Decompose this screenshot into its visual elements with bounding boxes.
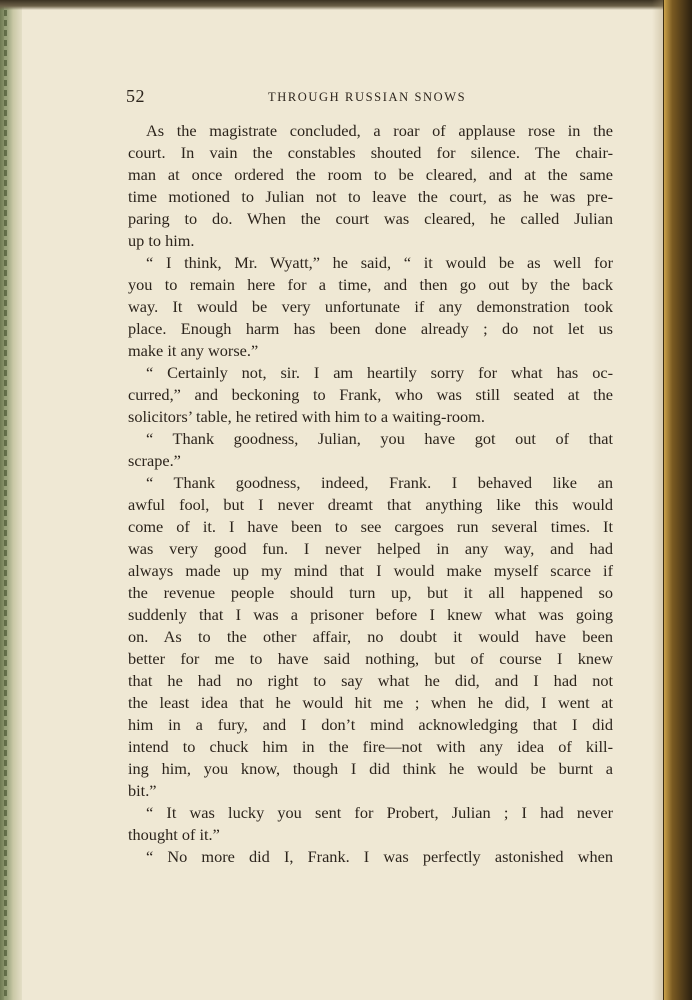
text-line: thought of it.”	[128, 825, 220, 844]
text-line: “ Certainly not, sir. I am heartily sorry for what has oc-	[146, 363, 613, 382]
text-line: intend to chuck him in the fire—not with any idea of kill-	[128, 737, 613, 756]
text-line: solicitors’ table, he retired with him to a waiting-room.	[128, 407, 485, 426]
book-cover-edge	[664, 0, 692, 1000]
top-page-edge	[0, 0, 692, 10]
text-line: bit.”	[128, 781, 157, 800]
page-content	[128, 80, 613, 868]
binding-stitch	[4, 0, 7, 1000]
text-line: that he had no right to say what he did, and I had not	[128, 671, 613, 690]
text-line: paring to do. When the court was cleared, he called Julian	[128, 209, 613, 228]
page-number: 52	[126, 86, 145, 106]
text-line: ing him, you know, though I did think he would be burnt a	[128, 759, 613, 778]
text-line: him in a fury, and I don’t mind acknowledging that I did	[128, 715, 613, 734]
text-line: “ Thank goodness, Julian, you have got out of that	[146, 429, 613, 448]
text-line: court. In vain the constables shouted for silence. The chair-	[128, 143, 613, 162]
text-line: As the magistrate concluded, a roar of applause rose in the	[146, 121, 613, 140]
running-head: THROUGH RUSSIAN SNOWS	[268, 90, 467, 104]
text-line: the least idea that he would hit me ; when he did, I went at	[128, 693, 613, 712]
text-line: “ Thank goodness, indeed, Frank. I behaved like an	[146, 473, 613, 492]
text-line: you to remain here for a time, and then go out by the back	[128, 275, 613, 294]
text-line: come of it. I have been to see cargoes run several times. It	[128, 517, 613, 536]
text-line: way. It would be very unfortunate if any demonstration took	[128, 297, 613, 316]
text-line: man at once ordered the room to be cleared, and at the same	[128, 165, 613, 184]
text-line: curred,” and beckoning to Frank, who was still seated at the	[128, 385, 613, 404]
text-line: “ No more did I, Frank. I was perfectly astonished when	[146, 847, 613, 866]
book-binding-gutter	[0, 0, 22, 1000]
text-line: scrape.”	[128, 451, 181, 470]
text-line: suddenly that I was a prisoner before I knew what was going	[128, 605, 613, 624]
text-line: always made up my mind that I would make myself scarce if	[128, 561, 613, 580]
body-text	[128, 120, 613, 868]
text-line: the revenue people should turn up, but it all happened so	[128, 583, 613, 602]
text-line: was very good fun. I never helped in any way, and had	[128, 539, 613, 558]
text-line: on. As to the other affair, no doubt it would have been	[128, 627, 613, 646]
text-line: “ It was lucky you sent for Probert, Julian ; I had never	[146, 803, 613, 822]
text-line: better for me to have said nothing, but of course I knew	[128, 649, 613, 668]
text-line: up to him.	[128, 231, 195, 250]
text-line: “ I think, Mr. Wyatt,” he said, “ it would be as well for	[146, 253, 613, 272]
text-line: awful fool, but I never dreamt that anything like this would	[128, 495, 613, 514]
page-header	[128, 80, 613, 112]
text-line: place. Enough harm has been done already ; do not let us	[128, 319, 613, 338]
text-line: make it any worse.”	[128, 341, 259, 360]
text-line: time motioned to Julian not to leave the court, as he was pre-	[128, 187, 613, 206]
